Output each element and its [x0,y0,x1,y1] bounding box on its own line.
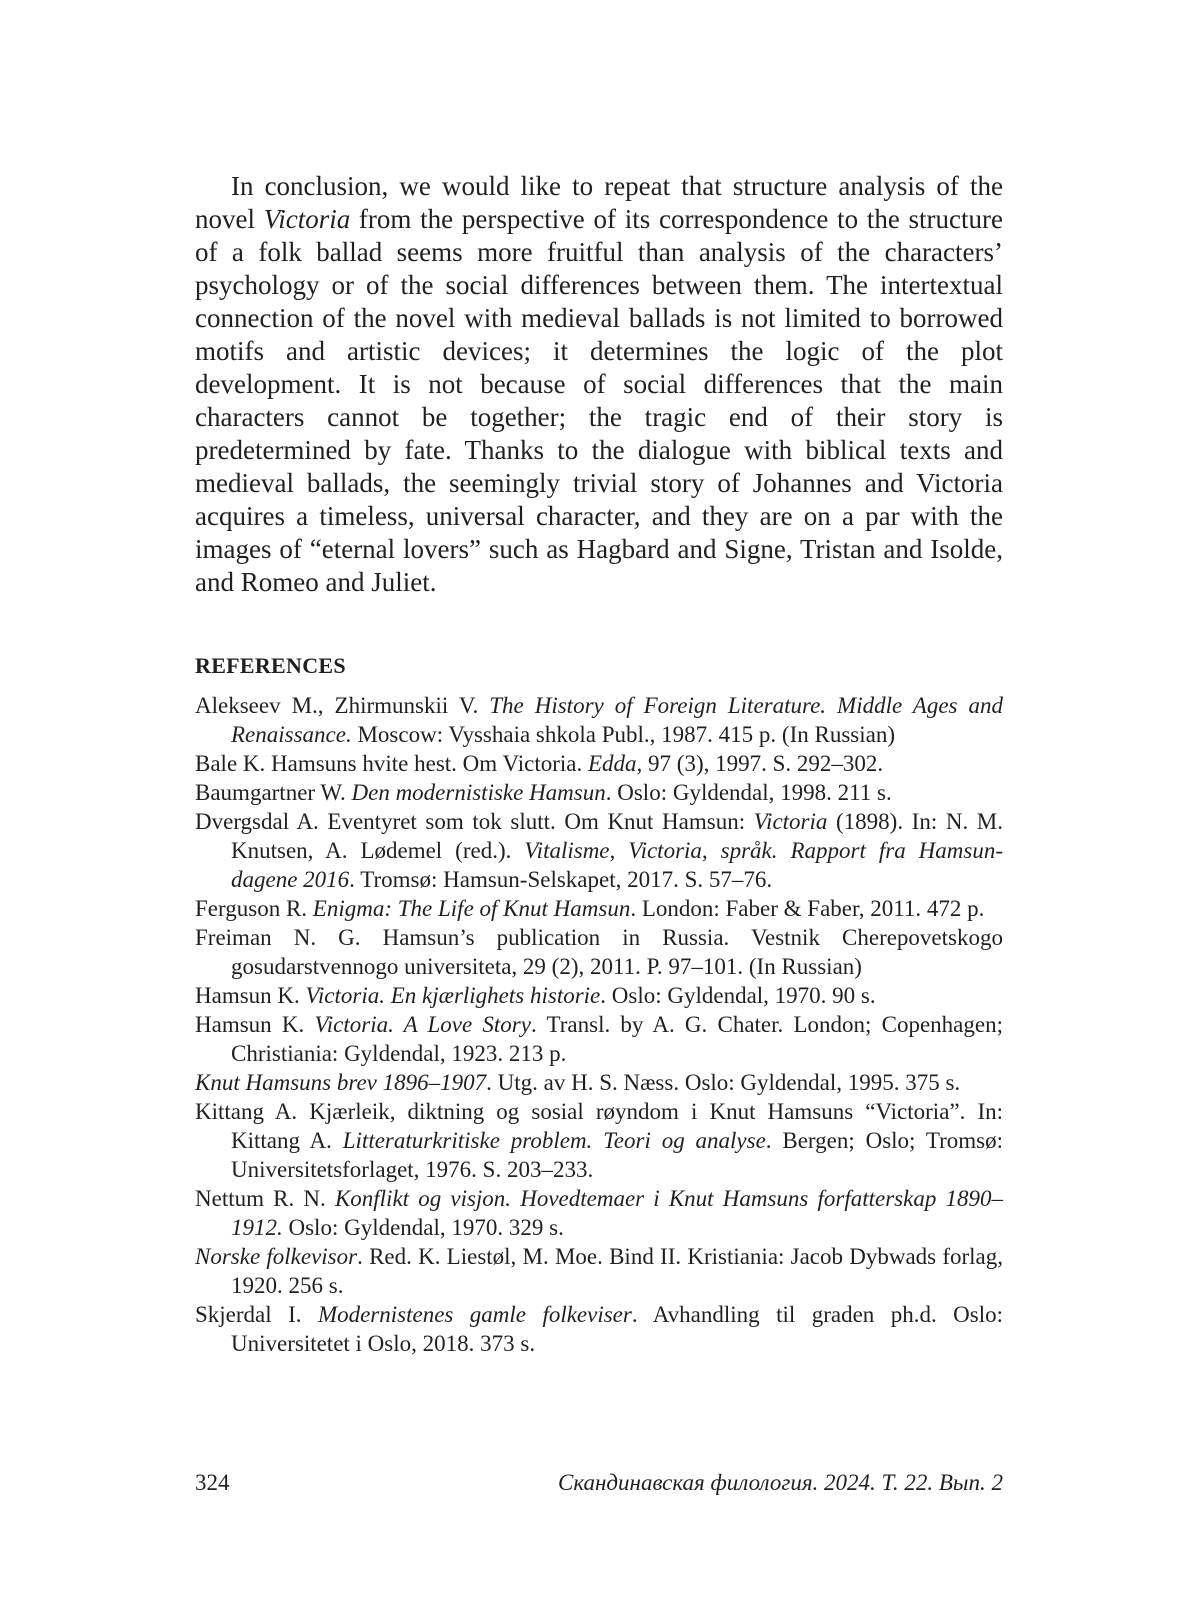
reference-item: Knut Hamsuns brev 1896–1907. Utg. av H. S. Næss. Oslo: Gyldendal, 1995. 375 s. [195,1070,961,1095]
reference-item: Hamsun K. Victoria. A Love Story. Transl. by A. G. Chater. London; Copenhagen; Christiania: Gyldendal, 1923. 213 p. [195,1012,1003,1066]
reference-item: Norske folkevisor. Red. K. Liestøl, M. Moe. Bind II. Kristiania: Jacob Dybwads forlag, 1920. 256 s. [195,1244,1004,1298]
reference-item: Baumgartner W. Den modernistiske Hamsun. Oslo: Gyldendal, 1998. 211 s. [195,780,892,805]
references-list [195,691,1003,1358]
page-content [195,170,1003,1358]
reference-item: Kittang A. Kjærleik, diktning og sosial røyndom i Knut Hamsuns “Victoria”. In: Kittang A. Litteraturkritiske problem. Teori og analyse. Bergen; Oslo; Tromsø: Universitetsforlaget, 1976. S. 203–233. [195,1099,1003,1182]
references-heading: REFERENCES [195,653,346,678]
reference-item: Ferguson R. Enigma: The Life of Knut Hamsun. London: Faber & Faber, 2011. 472 p. [195,896,985,921]
reference-item: Hamsun K. Victoria. En kjærlighets historie. Oslo: Gyldendal, 1970. 90 s. [195,983,876,1008]
reference-item: Nettum R. N. Konflikt og visjon. Hovedtemaer i Knut Hamsuns forfatterskap 1890–1912. Oslo: Gyldendal, 1970. 329 s. [195,1186,1003,1240]
reference-item: Bale K. Hamsuns hvite hest. Om Victoria. Edda, 97 (3), 1997. S. 292–302. [195,751,884,776]
reference-item: Freiman N. G. Hamsun’s publication in Russia. Vestnik Cherepovetskogo gosudarstvennogo universiteta, 29 (2), 2011. P. 97–101. (In Russian) [195,925,1003,979]
reference-item: Skjerdal I. Modernistenes gamle folkeviser. Avhandling til graden ph.d. Oslo: Universitetet i Oslo, 2018. 373 s. [195,1302,1003,1356]
reference-item: Alekseev M., Zhirmunskii V. The History of Foreign Literature. Middle Ages and Renaissance. Moscow: Vysshaia shkola Publ., 1987. 415 p. (In Russian) [195,693,1003,747]
reference-item: Dvergsdal A. Eventyret som tok slutt. Om Knut Hamsun: Victoria (1898). In: N. M. Knutsen, A. Lødemel (red.). Vitalisme, Victoria, språk. Rapport fra Hamsun-dagene 2016. Tromsø: Hamsun-Selskapet, 2017. S. 57–76. [195,809,1004,892]
conclusion-paragraph: In conclusion, we would like to repeat that structure analysis of the novel Victoria from the perspective of its correspondence to the structure of a folk ballad seems more fruitful than analysis of the characters’ psychology or of the social differences between them. The intertextual connection of the novel with medieval ballads is not limited to borrowed motifs and artistic devices; it determines the logic of the plot development. It is not because of social differences that the main characters cannot be together; the tragic end of their story is predetermined by fate. Thanks to the dialogue with biblical texts and medieval ballads, the seemingly trivial story of Johannes and Victoria acquires a timeless, universal character, and they are on a par with the images of “eternal lovers” such as Hagbard and Signe, Tristan and Isolde, and Romeo and Juliet. [195,171,1003,597]
journal-title: Скандинавская филология. 2024. Т. 22. Вып. 2 [557,1470,1003,1495]
page-number: 324 [195,1470,230,1495]
